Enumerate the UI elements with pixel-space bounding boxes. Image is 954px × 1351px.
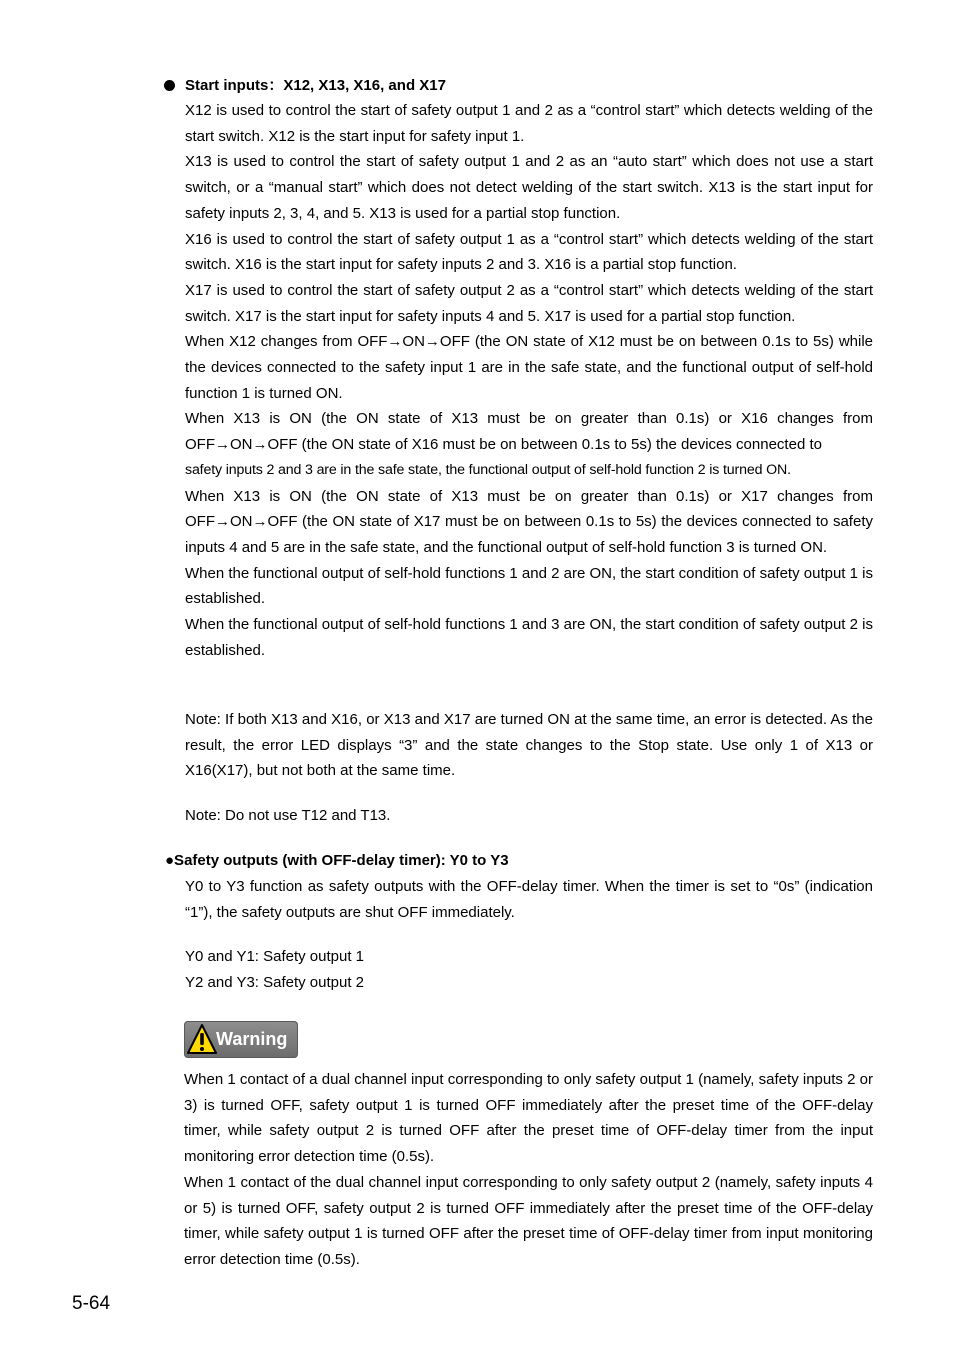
mapping-y0-y1: Y0 and Y1: Safety output 1 <box>185 948 365 965</box>
safety-outputs-body <box>185 874 873 925</box>
start-inputs-body <box>185 98 873 663</box>
page-number: 5-64 <box>72 1293 111 1314</box>
safety-outputs-mapping <box>185 944 873 995</box>
safety-outputs-description: Y0 to Y3 function as safety outputs with the OFF-delay timer. When the timer is set to “0s” (indication “1”), the safety outputs are shut OFF immediately. <box>185 878 873 921</box>
warning-badge <box>184 1021 298 1058</box>
note-t12-t13-text: Note: Do not use T12 and T13. <box>185 807 391 824</box>
heading-separator: ： <box>268 77 284 94</box>
warning-paragraph-output-2: When 1 contact of the dual channel input corresponding to only safety output 2 (namely, safety inputs 4 or 5) is turned OFF, safety output 2 is turned OFF immediately after the preset time of the OFF-delay timer, while safety output 1 is turned OFF after the preset time of OFF-delay timer from input monitoring error detection time (0.5s). <box>184 1173 873 1268</box>
paragraph-self-hold-3: When X13 is ON (the ON state of X13 must be on greater than 0.1s) or X17 changes from OFF→ON→OFF (the ON state of X17 must be on between 0.1s to 5s) the devices connected to safety inputs 4 and 5 are in the safe state, and the functional output of self-hold function 3 is turned ON. <box>185 487 873 556</box>
note-error-detection <box>185 707 873 784</box>
paragraph-x17: X17 is used to control the start of safety output 2 as a “control start” which detects welding of the start switch. X17 is the start input for safety inputs 4 and 5. X17 is used for a partial stop function. <box>185 281 873 325</box>
safety-outputs-heading: ●Safety outputs (with OFF-delay timer): Y0 to Y3 <box>165 852 509 869</box>
paragraph-self-hold-2-end: safety inputs 2 and 3 are in the safe state, the functional output of self-hold function 2 is turned ON. <box>185 461 791 478</box>
start-inputs-heading <box>164 76 446 96</box>
paragraph-self-hold-1: When X12 changes from OFF→ON→OFF (the ON state of X12 must be on between 0.1s to 5s) while the devices connected to the safety input 1 are in the safe state, and the functional output of self-hold function 1 is turned ON. <box>185 333 873 402</box>
warning-label: Warning <box>216 1029 288 1049</box>
bullet-icon <box>164 80 175 91</box>
warning-paragraph-output-1: When 1 contact of a dual channel input corresponding to only safety output 1 (namely, safety inputs 2 or 3) is turned OFF, safety output 1 is turned OFF immediately after the preset time of the OFF-delay timer, while safety output 2 is turned OFF after the preset time of OFF-delay timer from the input monitoring error detection time (0.5s). <box>184 1071 873 1166</box>
paragraph-x16: X16 is used to control the start of safety output 1 as a “control start” which detects welding of the start switch. X16 is the start input for safety inputs 2 and 3. X16 is a partial stop function. <box>185 230 873 274</box>
start-inputs-heading-items: X12, X13, X16, and X17 <box>283 77 446 94</box>
warning-triangle-icon <box>187 1024 217 1055</box>
paragraph-x12: X12 is used to control the start of safety output 1 and 2 as a “control start” which detects welding of the start switch. X12 is the start input for safety input 1. <box>185 102 873 145</box>
paragraph-x13: X13 is used to control the start of safety output 1 and 2 as an “auto start” which does not use a start switch, or a “manual start” which does not detect welding of the start switch. X13 is the start input for safety inputs 2, 3, 4, and 5. X13 is used for a partial stop function. <box>185 153 873 222</box>
mapping-y2-y3: Y2 and Y3: Safety output 2 <box>185 973 365 991</box>
paragraph-self-hold-2: When X13 is ON (the ON state of X13 must be on greater than 0.1s) or X16 changes from OFF→ON→OFF (the ON state of X16 must be on between 0.1s to 5s) the devices connected to <box>185 410 873 454</box>
paragraph-start-condition-1: When the functional output of self-hold functions 1 and 2 are ON, the start condition of safety output 1 is established. <box>185 564 873 608</box>
note-error-text: Note: If both X13 and X16, or X13 and X17 are turned ON at the same time, an error is detected. As the result, the error LED displays “3” and the state changes to the Stop state. Use only 1 of X13 or X16(X17), but not both at the same time. <box>185 711 873 780</box>
paragraph-start-condition-2: When the functional output of self-hold functions 1 and 3 are ON, the start condition of safety output 2 is established. <box>185 616 873 659</box>
warning-body <box>184 1067 873 1273</box>
note-t12-t13 <box>185 803 873 829</box>
start-inputs-heading-label: Start inputs <box>185 77 269 94</box>
